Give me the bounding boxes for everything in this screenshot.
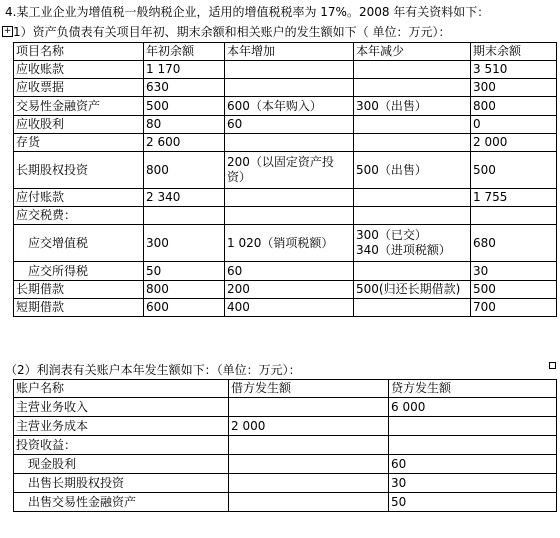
table-cell: 300 xyxy=(471,79,557,97)
table-cell xyxy=(354,79,471,97)
table-row xyxy=(14,299,557,317)
table-cell xyxy=(225,189,354,207)
table-cell: 600（本年购入） xyxy=(225,97,354,116)
table-cell: 50 xyxy=(389,493,557,512)
row-label: 主营业务成本 xyxy=(14,417,229,436)
table-cell: 500（出售） xyxy=(354,152,471,189)
column-header: 本年增加 xyxy=(225,43,354,61)
row-label: 应收账款 xyxy=(14,61,144,79)
table-cell: 3 510 xyxy=(471,61,557,79)
table-cell xyxy=(225,134,354,152)
table-cell: 2 340 xyxy=(144,189,225,207)
table-row xyxy=(14,417,557,436)
table-row xyxy=(14,152,557,189)
row-label: 应交增值税 xyxy=(14,225,144,262)
row-label: 长期股权投资 xyxy=(14,152,144,189)
table-cell xyxy=(471,207,557,225)
table-cell: 300 xyxy=(144,225,225,262)
section1-title: 1）资产负债表有关项目年初、期末余额和相关账户的发生额如下（ 单位：万元）： xyxy=(13,25,451,39)
table-cell: 1 755 xyxy=(471,189,557,207)
table-cell: 50 xyxy=(144,262,225,281)
table-cell: 500 xyxy=(471,281,557,299)
table-row xyxy=(14,262,557,281)
table-cell: 200（以固定资产投资） xyxy=(225,152,354,189)
table-cell: 300（已交） 340（进项税额） xyxy=(354,225,471,262)
column-header: 本年减少 xyxy=(354,43,471,61)
column-header: 年初余额 xyxy=(144,43,225,61)
row-label: 出售交易性金融资产 xyxy=(14,493,229,512)
column-header: 借方发生额 xyxy=(229,380,389,398)
table-cell: 1 020（销项税额） xyxy=(225,225,354,262)
table-cell: 700 xyxy=(471,299,557,317)
row-label: 应交所得税 xyxy=(14,262,144,281)
table-cell: 300（出售） xyxy=(354,97,471,116)
table-row xyxy=(14,134,557,152)
table-row xyxy=(14,281,557,299)
table-cell: 30 xyxy=(389,474,557,493)
table-cell xyxy=(225,61,354,79)
table-cell: 500 xyxy=(471,152,557,189)
table-move-handle-icon[interactable]: + xyxy=(3,26,12,36)
table-cell xyxy=(354,116,471,134)
table-row xyxy=(14,436,557,455)
table-cell xyxy=(225,207,354,225)
table-cell: 80 xyxy=(144,116,225,134)
table-cell: 800 xyxy=(144,281,225,299)
table-cell: 2 600 xyxy=(144,134,225,152)
table-row xyxy=(14,455,557,474)
table-cell xyxy=(229,455,389,474)
table-cell: 6 000 xyxy=(389,398,557,417)
table-cell xyxy=(354,207,471,225)
row-label: 投资收益： xyxy=(14,436,229,455)
table-cell: 60 xyxy=(389,455,557,474)
table-cell: 500(归还长期借款) xyxy=(354,281,471,299)
table-cell xyxy=(229,493,389,512)
table-cell: 2 000 xyxy=(229,417,389,436)
table-cell: 600 xyxy=(144,299,225,317)
table-cell: 0 xyxy=(471,116,557,134)
row-label: 长期借款 xyxy=(14,281,144,299)
table-cell xyxy=(354,262,471,281)
row-label: 应收票据 xyxy=(14,79,144,97)
table-cell: 30 xyxy=(471,262,557,281)
table-cell: 400 xyxy=(225,299,354,317)
table-row xyxy=(14,493,557,512)
table-row xyxy=(14,97,557,116)
table-cell: 1 170 xyxy=(144,61,225,79)
table-cell xyxy=(354,189,471,207)
balance-sheet-table xyxy=(13,42,557,317)
table-cell xyxy=(144,207,225,225)
table-row xyxy=(14,474,557,493)
table-cell: 630 xyxy=(144,79,225,97)
row-label: 现金股利 xyxy=(14,455,229,474)
table-cell: 680 xyxy=(471,225,557,262)
table-row xyxy=(14,225,557,262)
row-label: 主营业务收入 xyxy=(14,398,229,417)
table-cell xyxy=(229,436,389,455)
table-cell xyxy=(354,134,471,152)
column-header: 贷方发生额 xyxy=(389,380,557,398)
table-header-row xyxy=(14,380,557,398)
row-label: 应收股利 xyxy=(14,116,144,134)
table-header-row xyxy=(14,43,557,61)
table-cell: 200 xyxy=(225,281,354,299)
column-header: 项目名称 xyxy=(14,43,144,61)
row-label: 应付账款 xyxy=(14,189,144,207)
table-cell: 60 xyxy=(225,116,354,134)
table-cell xyxy=(225,79,354,97)
table-cell: 800 xyxy=(471,97,557,116)
column-header: 账户名称 xyxy=(14,380,229,398)
table-cell xyxy=(389,417,557,436)
table-cell: 800 xyxy=(144,152,225,189)
table-cell: 2 000 xyxy=(471,134,557,152)
row-label: 出售长期股权投资 xyxy=(14,474,229,493)
section2-title: （2）利润表有关账户本年发生额如下：（单位：万元）： xyxy=(5,363,301,377)
table-row xyxy=(14,189,557,207)
resize-handle-icon[interactable] xyxy=(549,362,556,369)
table-row xyxy=(14,116,557,134)
table-cell xyxy=(354,61,471,79)
table-cell xyxy=(354,299,471,317)
table-row xyxy=(14,79,557,97)
table-cell xyxy=(229,398,389,417)
table-cell: 500 xyxy=(144,97,225,116)
table-row xyxy=(14,61,557,79)
table-cell: 60 xyxy=(225,262,354,281)
row-label: 短期借款 xyxy=(14,299,144,317)
intro-text: 4.某工业企业为增值税一般纳税企业，适用的增值税税率为 17%。2008 年有关资料如下： xyxy=(5,5,490,19)
row-label: 存货 xyxy=(14,134,144,152)
row-label: 应交税费： xyxy=(14,207,144,225)
table-row xyxy=(14,207,557,225)
column-header: 期末余额 xyxy=(471,43,557,61)
table-row xyxy=(14,398,557,417)
income-statement-table xyxy=(13,379,557,512)
table-cell xyxy=(389,436,557,455)
row-label: 交易性金融资产 xyxy=(14,97,144,116)
table-cell xyxy=(229,474,389,493)
